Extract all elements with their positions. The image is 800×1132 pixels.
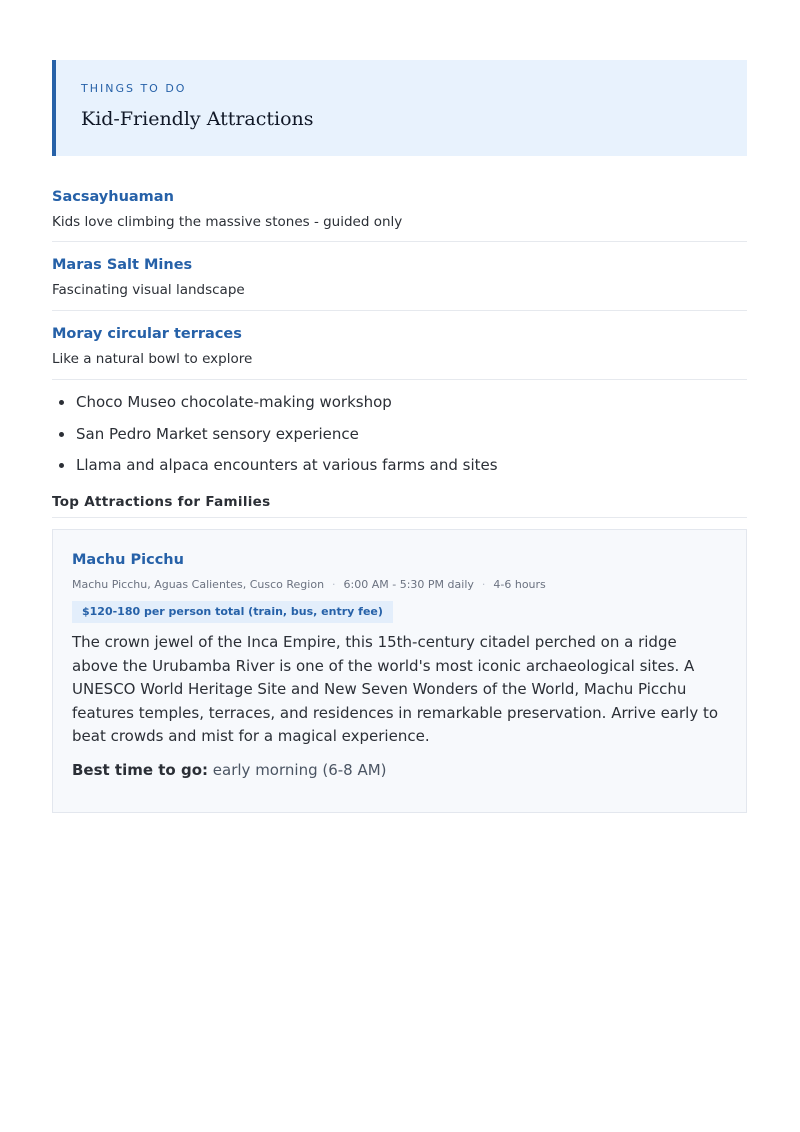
page <box>52 60 747 813</box>
section-eyebrow: THINGS TO DO <box>81 82 187 95</box>
section-header <box>52 60 747 156</box>
price-badge: $120-180 per person total (train, bus, entry fee) <box>72 601 393 623</box>
bullet-item: Llama and alpaca encounters at various farms and sites <box>52 455 747 475</box>
card-description: The crown jewel of the Inca Empire, this 15th-century citadel perched on a ridge above the Urubamba River is one of the world's most iconic archaeological sites. A UNESCO World Heritage Site and New Seven Wonders of the World, Machu Picchu features temples, terraces, and residences in remarkable preservation. Arrive early to beat crowds and mist for a magical experience. <box>72 633 719 745</box>
card-title[interactable]: Machu Picchu <box>72 552 184 568</box>
section-title: Kid-Friendly Attractions <box>81 108 314 130</box>
location-text: Machu Picchu, Aguas Calientes, Cusco Region <box>72 578 325 591</box>
list-item <box>52 242 747 311</box>
activity-bullet-list <box>52 392 747 475</box>
attraction-name[interactable]: Moray circular terraces <box>52 326 242 342</box>
separator-dot: · <box>332 578 336 591</box>
attraction-name[interactable]: Maras Salt Mines <box>52 257 193 273</box>
card-meta <box>72 577 727 593</box>
attraction-description: Fascinating visual landscape <box>52 282 245 298</box>
hours-text: 6:00 AM - 5:30 PM daily <box>343 578 474 591</box>
best-time-label: Best time to go: <box>72 760 209 779</box>
attraction-description: Like a natural bowl to explore <box>52 351 253 367</box>
attraction-card <box>52 529 747 813</box>
attraction-description: Kids love climbing the massive stones - guided only <box>52 214 403 230</box>
bullet-item: San Pedro Market sensory experience <box>52 424 747 444</box>
separator-dot: · <box>481 578 486 591</box>
best-time <box>72 759 727 782</box>
bullet-item: Choco Museo chocolate-making workshop <box>52 392 747 412</box>
duration-text: 4-6 hours <box>493 578 546 591</box>
list-item <box>52 311 747 380</box>
kid-attractions-list <box>52 186 747 380</box>
top-attractions-heading: Top Attractions for Families <box>52 494 747 518</box>
list-item <box>52 186 747 242</box>
attraction-name[interactable]: Sacsayhuaman <box>52 189 174 205</box>
best-time-value: early morning (6-8 AM) <box>212 760 387 779</box>
